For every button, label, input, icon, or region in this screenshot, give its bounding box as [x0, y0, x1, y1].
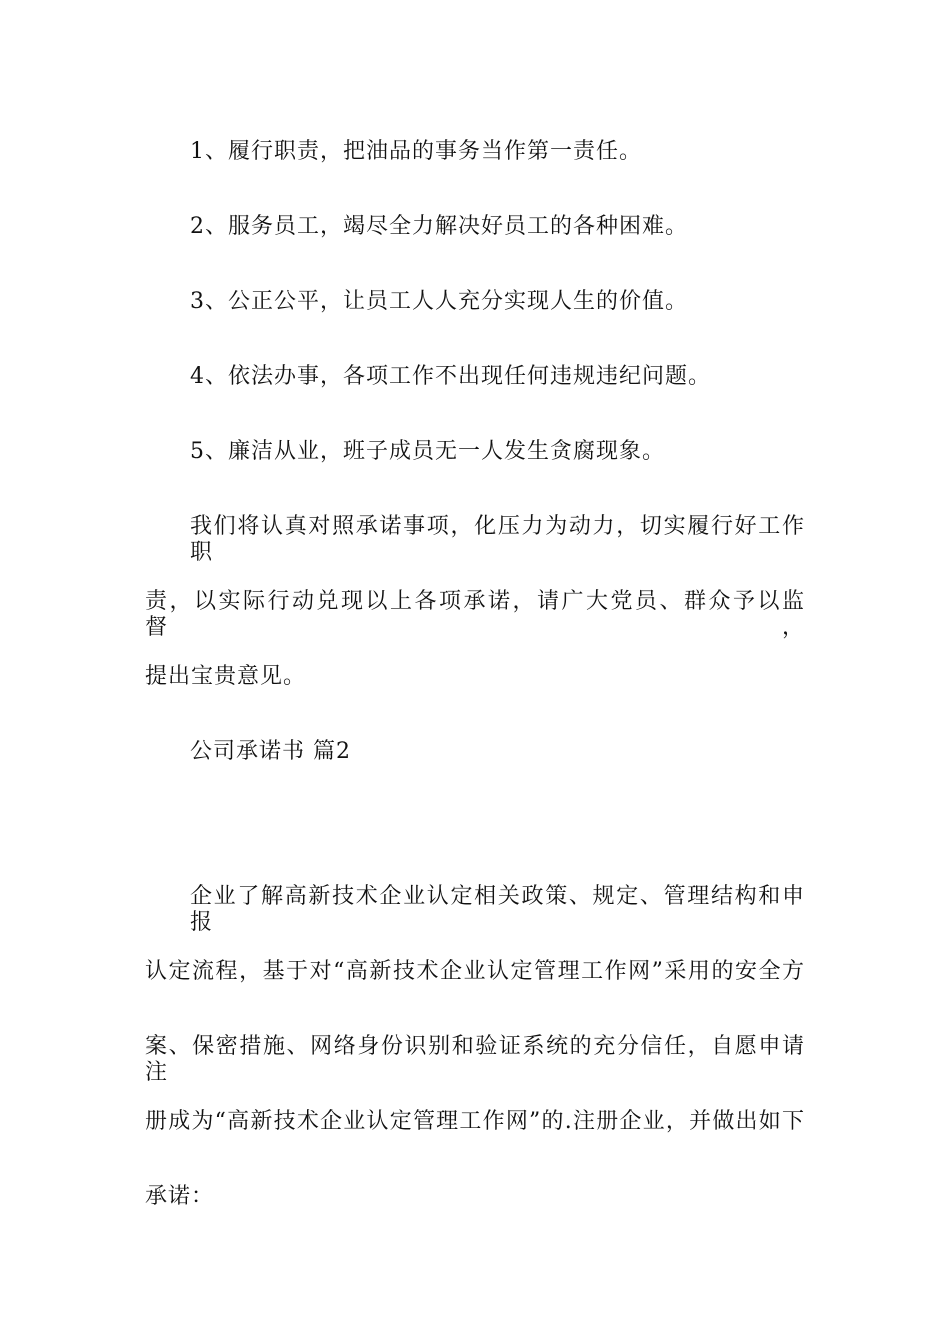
closing-paragraph-line-2: 责，以实际行动兑现以上各项承诺，请广大党员、群众予以监督，	[145, 589, 805, 640]
list-item-1: 1、履行职责，把油品的事务当作第一责任。	[190, 139, 642, 164]
section2-paragraph-line-2: 认定流程，基于对“高新技术企业认定管理工作网”采用的安全方	[145, 959, 805, 984]
list-item-4: 4、依法办事，各项工作不出现任何违规违纪问题。	[190, 364, 711, 389]
section2-paragraph-line-3: 案、保密措施、网络身份识别和验证系统的充分信任，自愿申请注	[145, 1034, 805, 1085]
closing-paragraph-line-3: 提出宝贵意见。	[145, 664, 307, 689]
list-item-2: 2、服务员工，竭尽全力解决好员工的各种困难。	[190, 214, 688, 239]
section-heading: 公司承诺书 篇2	[190, 739, 351, 764]
list-item-3: 3、公正公平，让员工人人充分实现人生的价值。	[190, 289, 688, 314]
section2-paragraph-line-1: 企业了解高新技术企业认定相关政策、规定、管理结构和申报	[190, 884, 805, 935]
closing-paragraph-line-1: 我们将认真对照承诺事项，化压力为动力，切实履行好工作职	[190, 514, 805, 565]
list-item-5: 5、廉洁从业，班子成员无一人发生贪腐现象。	[190, 439, 665, 464]
section2-paragraph-line-4: 册成为“高新技术企业认定管理工作网”的.注册企业，并做出如下	[145, 1109, 805, 1134]
section2-paragraph-line-5: 承诺：	[145, 1184, 215, 1209]
